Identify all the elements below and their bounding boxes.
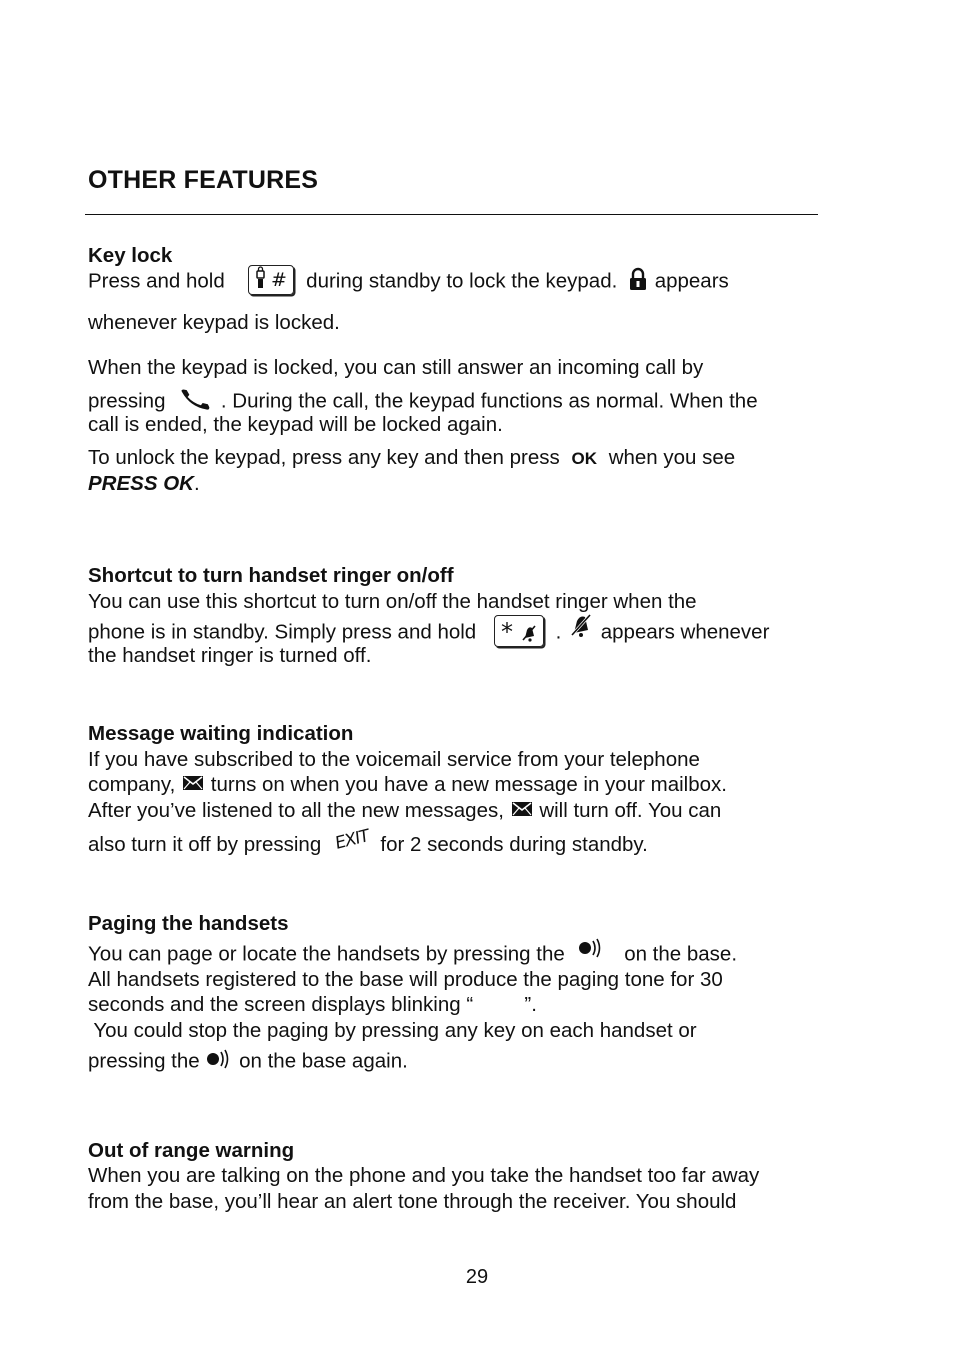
message-line2: company, turns on when you have a new message in your mailbox. [88,772,828,798]
range-heading: Out of range warning [88,1139,295,1162]
exit-key-icon: EXIT [334,825,370,855]
message-heading: Message waiting indication [88,722,354,745]
message-envelope-icon [182,773,204,799]
paging-line2: All handsets registered to the base will produce the paging tone for 30 [88,968,723,991]
range-line1: When you are talking on the phone and you take the handset too far away [88,1164,760,1187]
ringer-line2: phone is in standby. Simply press and hold * . appears whenever [88,617,828,650]
key-lock-heading: Key lock [88,244,173,267]
title-rule [85,214,818,215]
ringer-heading: Shortcut to turn handset ringer on/off [88,564,454,587]
key-lock-para2-line3: call is ended, the keypad will be locked again. [88,413,503,436]
ok-key-label: OK [571,449,597,468]
ringer-line1: You can use this shortcut to turn on/off the handset ringer when the [88,590,697,613]
lock-hash-key-icon [248,265,294,295]
key-lock-para2-line2: pressing . During the call, the keypad functions as normal. When the [88,386,828,419]
key-lock-para2-line1: When the keypad is locked, you can still answer an incoming call by [88,356,704,379]
message-line4: also turn it off by pressing EXIT for 2 seconds during standby. [88,825,648,857]
key-lock-line1: Press and hold # during standby to lock the keypad. appears [88,267,828,298]
lock-icon [629,267,647,298]
paging-heading: Paging the handsets [88,912,289,935]
message-line3: After you’ve listened to all the new messages, will turn off. You can [88,798,828,824]
range-line2: from the base, you’ll hear an alert tone through the receiver. You should [88,1190,737,1213]
paging-line3: seconds and the screen displays blinking “ ”. [88,993,537,1016]
ringer-off-icon [569,613,593,646]
svg-text:#: # [271,269,288,292]
paging-line4: You could stop the paging by pressing any key on each handset or [88,1019,697,1042]
page-title: OTHER FEATURES [88,166,319,194]
message-line1: If you have subscribed to the voicemail service from your telephone [88,748,700,771]
key-lock-para3-line1: To unlock the keypad, press any key and then press OK when you see [88,446,736,469]
key-lock-para3-line2: PRESS OK. [88,472,200,495]
key-lock-line2: whenever keypad is locked. [88,311,340,334]
paging-icon [578,936,604,967]
page-number: 29 [465,1266,489,1288]
svg-text:*: * [500,618,513,647]
ringer-line3: the handset ringer is turned off. [88,644,372,667]
paging-icon [206,1047,232,1078]
message-envelope-icon [511,799,533,825]
paging-line1: You can page or locate the handsets by pressing the on the base. [88,940,828,971]
paging-line5: pressing the on the base again. [88,1047,828,1078]
